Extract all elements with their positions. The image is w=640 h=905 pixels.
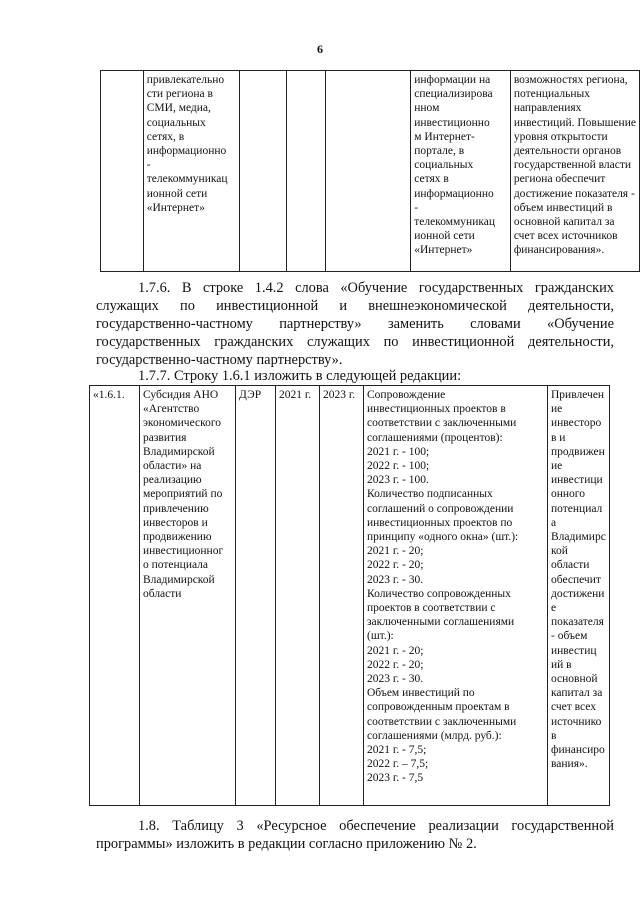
- t1-indicator-line: социальных: [146, 116, 206, 129]
- t1-indicator-line: телекоммуникац: [146, 173, 228, 186]
- t2-result-line: показателя: [551, 616, 604, 629]
- t1-result-line: уровня открытости: [513, 130, 608, 143]
- t1-measure-line: специализирова: [414, 88, 493, 101]
- t2-indicator-line: 2023 г. - 7,5: [367, 772, 424, 785]
- t2-indicator-line: инвестиционных проектов по: [367, 516, 513, 529]
- t2-result-line: инвестици: [551, 474, 603, 487]
- t2-result-line: - объем: [551, 630, 588, 643]
- t2-result-line: онного: [551, 488, 585, 501]
- t2-name-line: области: [143, 587, 182, 600]
- t1-indicator-line: -: [146, 159, 151, 172]
- t2-indicator-line: заключенными соглашениями: [367, 616, 515, 629]
- t2-indicator-line: 2021 г. - 100;: [367, 445, 430, 458]
- t1-cell-4: [287, 71, 326, 272]
- t2-indicator-line: 2023 г. - 30.: [367, 673, 424, 686]
- t2-name-line: «Агентство: [143, 403, 200, 416]
- t2-result-line: а: [551, 516, 557, 529]
- t2-result-line: источнико: [551, 715, 602, 728]
- t2-name-line: реализацию: [143, 474, 202, 487]
- p18-line2: программы» изложить в редакции согласно приложению № 2.: [96, 836, 477, 852]
- t2-indicator-line: принципу «одного окна» (шт.):: [367, 531, 519, 544]
- t2-cell-indicators: [364, 386, 548, 806]
- t1-result-line: направлениях: [513, 102, 582, 115]
- t2-indicator-line: соответствии с заключенными: [367, 715, 517, 728]
- t2-indicator-line: 2023 г. - 100.: [367, 474, 429, 487]
- t2-indicator-line: Объем инвестиций по: [367, 687, 475, 700]
- t2-indicator-line: 2021 г. - 20;: [367, 644, 424, 657]
- t2-result-line: вания».: [551, 758, 588, 771]
- t2-name-line: Владимирской: [143, 573, 215, 586]
- t2-name-line: мероприятий по: [143, 488, 223, 501]
- t2-indicator-line: инвестиционных проектов в: [367, 403, 506, 416]
- t2-indicator-line: соглашений о сопровождении: [367, 502, 514, 515]
- t2-indicator-line: соглашениями (процентов):: [367, 431, 503, 444]
- t2-result-line: обеспечит: [551, 573, 601, 586]
- t1-measure-line: ионной сети: [414, 230, 475, 243]
- t2-indicator-line: 2022 г. - 20;: [367, 559, 424, 572]
- t1-cell-measure: [411, 71, 511, 272]
- t1-result-line: счет всех источников: [513, 230, 618, 243]
- t1-measure-line: социальных: [414, 159, 474, 172]
- t1-indicator-line: сетях, в: [146, 130, 185, 143]
- t2-result-line: е: [551, 602, 557, 615]
- t1-measure-line: «Интернет»: [414, 244, 473, 257]
- t1-result-line: региона обеспечит: [513, 173, 606, 186]
- t1-result-line: государственной власти: [513, 159, 632, 172]
- t2-name-line: Владимирской: [143, 445, 215, 458]
- p176-line2: служащих по инвестиционной и внешнеэкономической деятельности,: [96, 298, 614, 314]
- t1-result-line: потенциальных: [513, 88, 590, 101]
- t1-indicator-line: «Интернет»: [146, 201, 205, 214]
- t2-indicator-line: соответствии с заключенными: [367, 417, 517, 430]
- t1-indicator-line: информационно: [146, 145, 227, 158]
- t2-result-line: потенциал: [551, 502, 603, 515]
- t1-result-line: объем инвестиций в: [513, 201, 613, 214]
- t1-measure-line: м Интернет-: [414, 130, 475, 143]
- t2-result-line: кой: [551, 545, 568, 558]
- t2-result-line: ие: [551, 460, 563, 473]
- p176-line1: 1.7.6. В строке 1.4.2 слова «Обучение государственных гражданских: [138, 280, 614, 296]
- table-continuation: [100, 70, 640, 272]
- t1-indicator-line: сти региона в: [146, 88, 213, 101]
- t1-measure-line: информационно: [414, 187, 494, 200]
- t1-indicator-line: ионной сети: [146, 187, 208, 200]
- p176-line4: государственных гражданских служащих по инвестиционной деятельности,: [96, 334, 614, 350]
- t2-result-line: Привлечен: [551, 389, 605, 401]
- t1-indicator-line: привлекательно: [146, 74, 225, 86]
- t1-cell-indicator: [143, 71, 240, 272]
- t1-result-line: достижение показателя -: [513, 187, 635, 200]
- t1-measure-line: нном: [414, 102, 440, 115]
- t2-name-line: инвесторов и: [143, 516, 208, 529]
- t2-indicator-line: Количество сопровожденных: [367, 587, 511, 600]
- t1-measure-line: портале, в: [414, 145, 465, 158]
- t1-result-line: деятельности органов: [513, 145, 622, 158]
- t2-cell-number: «1.6.1.: [90, 386, 140, 806]
- p177-text: 1.7.7. Строку 1.6.1 изложить в следующей редакции:: [138, 368, 462, 384]
- t2-result-line: капитал за: [551, 687, 603, 700]
- t2-indicator-line: проектов в соответствии с: [367, 602, 496, 615]
- t2-indicator-line: Сопровождение: [367, 389, 446, 401]
- t1-cell-3: [240, 71, 287, 272]
- t1-result-line: возможностях региона,: [513, 74, 628, 86]
- t1-result-line: основной капитал за: [513, 216, 615, 229]
- t2-indicator-line: 2022 г. - 20;: [367, 658, 424, 671]
- t2-name-line: о потенциала: [143, 559, 209, 572]
- t1-measure-line: сетях в: [414, 173, 449, 186]
- t2-cell-result: [548, 386, 610, 806]
- t2-indicator-line: сопровожденным проектам в: [367, 701, 510, 714]
- t2-result-line: области: [551, 559, 590, 572]
- t2-name-line: инвестиционног: [143, 545, 224, 558]
- t2-indicator-line: Количество подписанных: [367, 488, 493, 501]
- t2-result-line: продвижен: [551, 445, 605, 458]
- t1-cell-5: [325, 71, 410, 272]
- t1-indicator-line: СМИ, медиа,: [146, 102, 211, 115]
- p18-line1: 1.8. Таблицу 3 «Ресурсное обеспечение реализации государственной: [138, 818, 614, 834]
- p176-line5: государственно-частному партнерству».: [96, 352, 343, 368]
- t2-cell-executor: ДЭР: [236, 386, 276, 806]
- t2-result-line: основной: [551, 673, 598, 686]
- t1-measure-line: телекоммуникац: [414, 216, 496, 229]
- t2-name-line: области» на: [143, 460, 202, 473]
- t2-indicator-line: 2022 г. – 7,5;: [367, 758, 429, 771]
- t1-result-line: инвестиций. Повышение: [513, 116, 636, 129]
- t2-result-line: инвестиц: [551, 644, 597, 657]
- t1-measure-line: информации на: [414, 74, 491, 86]
- t2-indicator-line: соглашениями (млрд. руб.):: [367, 729, 502, 742]
- t2-result-line: достижени: [551, 587, 605, 600]
- t1-measure-line: инвестиционно: [414, 116, 490, 129]
- t2-result-line: Владимирс: [551, 531, 606, 544]
- table-row-1-6-1: [89, 385, 610, 806]
- t2-name-line: Субсидия АНО: [143, 389, 219, 401]
- t1-result-line: финансирования».: [513, 244, 605, 257]
- t2-result-line: в: [551, 729, 557, 742]
- t1-cell-1: [101, 71, 144, 272]
- t2-name-line: привлечению: [143, 502, 209, 515]
- p176-line3: государственно-частному партнерству» заменить словами «Обучение: [96, 316, 614, 332]
- t2-cell-name: [140, 386, 236, 806]
- t2-result-line: ие: [551, 403, 563, 416]
- t2-indicator-line: 2023 г. - 30.: [367, 573, 424, 586]
- t2-result-line: в и: [551, 431, 566, 444]
- t2-indicator-line: (шт.):: [367, 630, 394, 643]
- t2-indicator-line: 2022 г. - 100;: [367, 460, 430, 473]
- t2-result-line: финансиро: [551, 744, 605, 757]
- t2-result-line: инвесторо: [551, 417, 602, 430]
- t2-indicator-line: 2021 г. - 7,5;: [367, 744, 427, 757]
- t2-name-line: продвижению: [143, 531, 212, 544]
- t2-indicator-line: 2021 г. - 20;: [367, 545, 424, 558]
- t2-result-line: счет всех: [551, 701, 596, 714]
- t1-measure-line: -: [414, 201, 419, 214]
- t1-cell-result: [510, 71, 639, 272]
- page-number: 6: [317, 42, 323, 56]
- t2-name-line: развития: [143, 431, 187, 444]
- t2-result-line: ий в: [551, 658, 572, 671]
- t2-cell-end-year: 2023 г.: [320, 386, 364, 806]
- t2-cell-start-year: 2021 г.: [276, 386, 320, 806]
- t2-name-line: экономического: [143, 417, 222, 430]
